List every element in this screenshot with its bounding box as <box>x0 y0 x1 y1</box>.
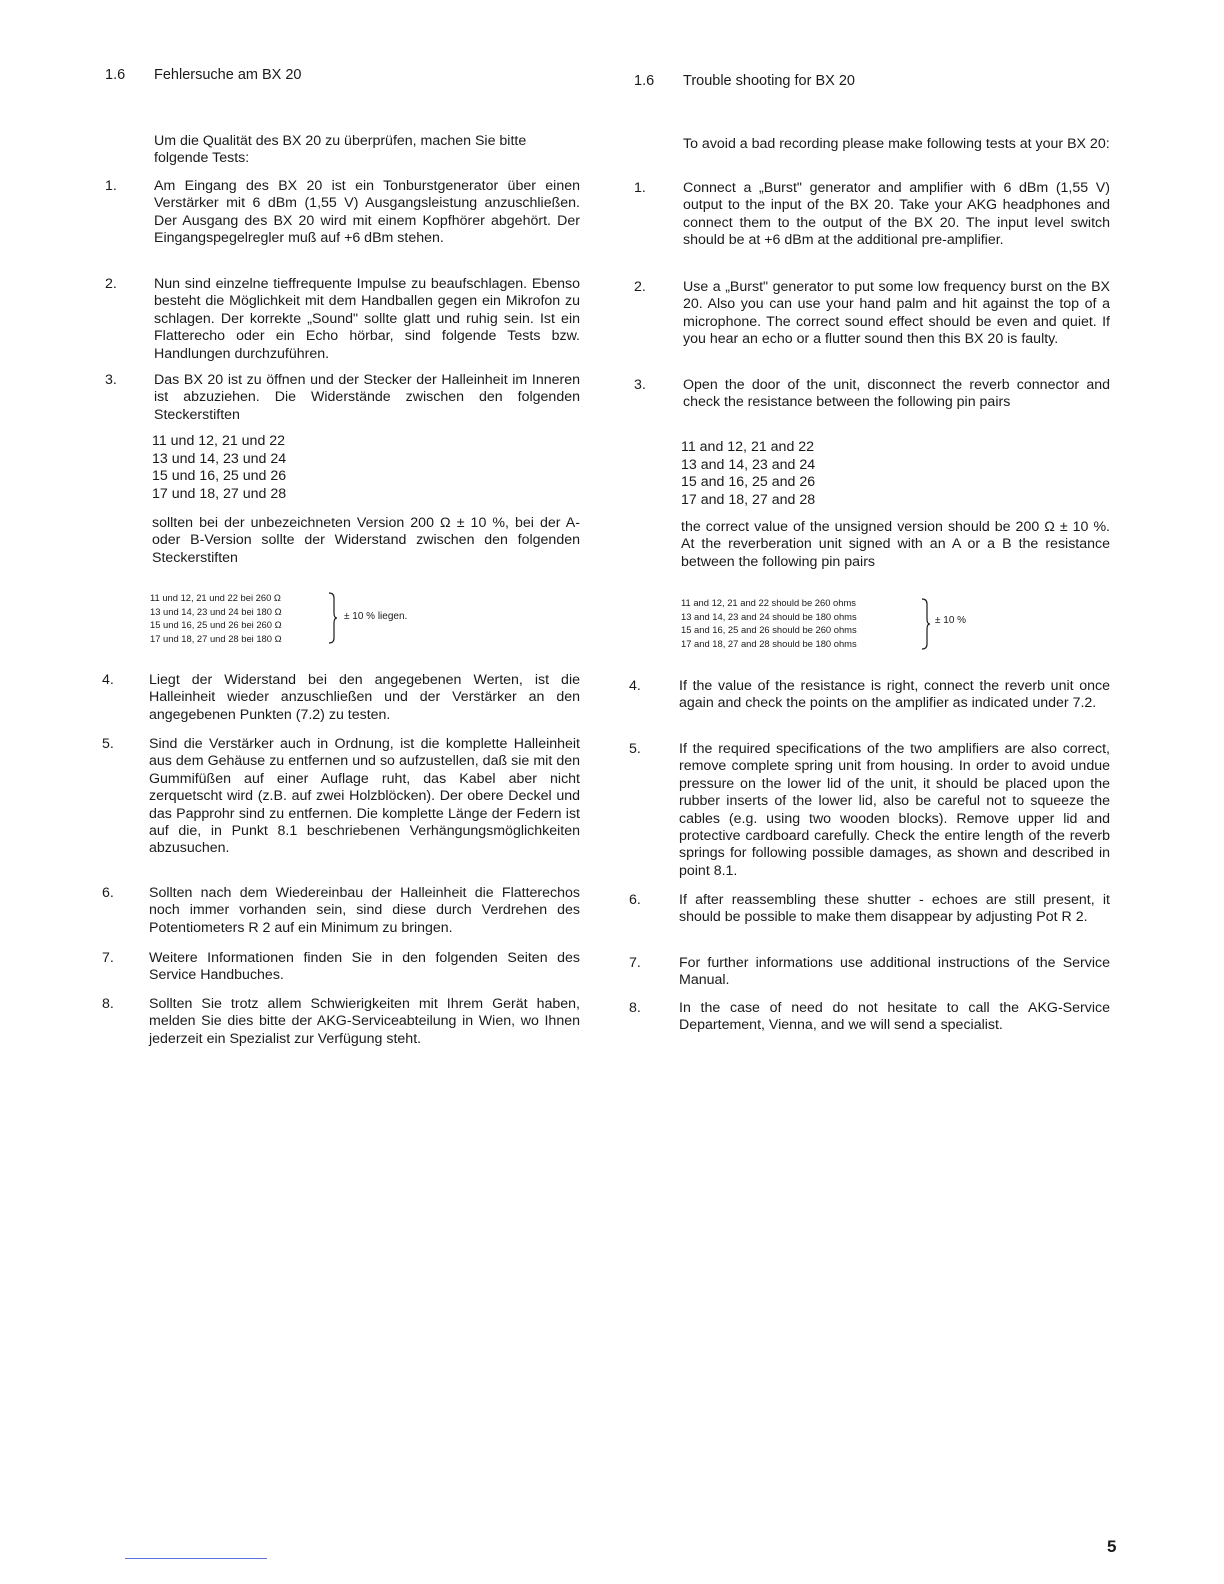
en-pin-row: 17 and 18, 27 and 28 <box>681 491 816 508</box>
de-section-number: 1.6 <box>105 67 126 83</box>
en-item-8-number: 8. <box>629 1000 641 1016</box>
de-item-4-number: 4. <box>102 672 114 688</box>
en-intro-text: To avoid a bad recording please make following tests at your BX 20: <box>683 136 1110 152</box>
en-after-pins-text: the correct value of the unsigned version should be 200 Ω ± 10 %. At the reverberation unit signed with an A or a B the resistance between the following pin pairs <box>681 519 1110 570</box>
en-item-5-number: 5. <box>629 741 641 757</box>
de-intro <box>154 133 580 168</box>
en-item-2-number: 2. <box>634 279 646 295</box>
de-item-7-number: 7. <box>102 950 114 966</box>
en-intro <box>683 136 1110 153</box>
en-item-6-number: 6. <box>629 892 641 908</box>
de-pin-row: 13 und 14, 23 und 24 <box>152 450 287 467</box>
page-number: 5 <box>1107 1537 1117 1556</box>
en-item-6-text: If after reassembling these shutter - echoes are still present, it should be possible to make them disappear by adjusting Pot R 2. <box>679 892 1110 926</box>
de-after-pins <box>152 515 580 567</box>
en-section-heading <box>634 73 855 89</box>
en-item-4-text: If the value of the resistance is right, connect the reverb unit once again and check the points on the amplifier as indicated under 7.2. <box>679 678 1110 712</box>
de-section-title: Fehlersuche am BX 20 <box>154 67 302 83</box>
de-item-3-text: Das BX 20 ist zu öffnen und der Stecker der Halleinheit im Inneren ist abzuziehen. Die Widerstände zwischen den folgenden Steckerstiften <box>154 372 580 423</box>
en-item-7-text: For further informations use additional instructions of the Service Manual. <box>679 955 1110 989</box>
de-item-2-number: 2. <box>105 276 117 292</box>
de-intro-text: Um die Qualität des BX 20 zu überprüfen, machen Sie bitte folgende Tests: <box>154 133 527 167</box>
de-item-4-text: Liegt der Widerstand bei den angegebenen Werten, ist die Halleinheit wieder anzuschließen und der Verstärker an den angegebenen Punkten (7.2) zu testen. <box>149 672 580 723</box>
de-small-pin-row: 11 und 12, 21 und 22 bei 260 Ω <box>150 592 281 603</box>
en-pin-list <box>681 439 815 509</box>
de-pin-row: 15 und 16, 25 und 26 <box>152 468 287 485</box>
en-pin-row: 11 and 12, 21 and 22 <box>681 439 815 455</box>
en-small-pin-row: 13 and 14, 23 and 24 should be 180 ohms <box>681 610 857 622</box>
de-small-pin-row: 17 und 18, 27 und 28 bei 180 Ω <box>150 632 282 644</box>
de-item-8-text: Sollten Sie trotz allem Schwierigkeiten mit Ihrem Gerät haben, melden Sie dies bitte der AKG-Serviceabteilung in Wien, wo Ihnen jederzeit ein Spezialist zur Verfügung steht. <box>149 996 580 1047</box>
de-item-2-text: Nun sind einzelne tieffrequente Impulse zu beaufschlagen. Ebenso besteht die Möglichkeit mit dem Handballen gegen ein Mikrofon zu schlagen. Der korrekte „Sound" sollte glatt und ruhig sein. Ist ein Flatterecho oder ein Echo hörbar, sind folgende Tests bzw. Handlungen durchzuführen. <box>154 276 580 362</box>
de-brace-icon <box>328 592 338 644</box>
de-after-pins-text: sollten bei der unbezeichneten Version 200 Ω ± 10 %, bei der A- oder B-Version sollte der Widerstand zwischen den folgenden Steckerstiften <box>152 515 580 566</box>
footer-rule <box>125 1558 267 1559</box>
de-small-pin-row: 13 und 14, 23 und 24 bei 180 Ω <box>150 605 282 617</box>
de-pin-row: 17 und 18, 27 und 28 <box>152 485 287 502</box>
en-pin-row: 13 and 14, 23 and 24 <box>681 456 816 473</box>
de-item-8-number: 8. <box>102 996 114 1012</box>
de-small-pin-row: 15 und 16, 25 und 26 bei 260 Ω <box>150 619 282 631</box>
de-item-5-text: Sind die Verstärker auch in Ordnung, ist die komplette Halleinheit aus dem Gehäuse zu entfernen und so aufzustellen, daß sie mit den Gummifüßen auf einer Auflage ruht, das Kabel aber nicht zerquetscht wird (z.B. auf zwei Holzblöcken). Der obere Deckel und das Papprohr sind zu entfernen. Die komplette Länge der Federn ist auf die, in Punkt 8.1 beschriebenen Verhängungsmöglichkeiten abzusuchen. <box>149 736 580 857</box>
de-section-heading <box>105 67 302 83</box>
en-item-1-text: Connect a „Burst" generator and amplifier with 6 dBm (1,55 V) output to the input of the BX 20. Take your AKG headphones and connect them to the output of the BX 20. The input level switch should be at +6 dBm at the additional pre-amplifier. <box>683 180 1110 249</box>
en-item-2-text: Use a „Burst" generator to put some low frequency burst on the BX 20. Also you can use your hand palm and hit against the top of a microphone. The correct sound effect should be even and quiet. If you hear an echo or a flutter sound then this BX 20 is faulty. <box>683 279 1110 348</box>
de-tolerance: ± 10 % liegen. <box>344 611 408 622</box>
en-small-pin-list <box>681 596 857 650</box>
de-item-1-text: Am Eingang des BX 20 ist ein Tonburstgenerator über einen Verstärker mit 6 dBm (1,55 V) Ausgangsleistung anzuschließen. Der Ausgang des BX 20 wird mit einem Kopfhörer abgehört. Der Eingangspegelregler muß auf +6 dBm stehen. <box>154 178 580 247</box>
de-item-7-text: Weitere Informationen finden Sie in den folgenden Seiten des Service Handbuches. <box>149 950 580 984</box>
de-small-pin-list <box>150 591 282 645</box>
de-item-3-number: 3. <box>105 372 117 388</box>
en-brace-icon <box>921 598 931 650</box>
de-item-1-number: 1. <box>105 178 117 194</box>
en-item-4-number: 4. <box>629 678 641 694</box>
en-small-pin-row: 17 and 18, 27 and 28 should be 180 ohms <box>681 637 857 649</box>
de-item-5-number: 5. <box>102 736 114 752</box>
en-section-title: Trouble shooting for BX 20 <box>683 73 855 89</box>
de-pin-list <box>152 433 286 503</box>
de-item-6-number: 6. <box>102 885 114 901</box>
de-pin-row: 11 und 12, 21 und 22 <box>152 433 286 449</box>
en-item-7-number: 7. <box>629 955 641 971</box>
de-item-6-text: Sollten nach dem Wiedereinbau der Halleinheit die Flatterechos noch immer vorhanden sein, sind diese durch Verdrehen des Potentiometers R 2 auf ein Minimum zu bringen. <box>149 885 580 936</box>
en-item-3-text: Open the door of the unit, disconnect the reverb connector and check the resistance between the following pin pairs <box>683 377 1110 411</box>
en-item-5-text: If the required specifications of the two amplifiers are also correct, remove complete spring unit from housing. In order to avoid undue pressure on the lower lid of the unit, it should be placed upon the rubber inserts of the lower lid, also be careful not to squeeze the cables (e.g. using two wooden blocks). Remove upper lid and protective cardboard carefully. Check the entire length of the reverb springs for following possible damages, as shown and described in point 8.1. <box>679 741 1110 879</box>
en-item-1-number: 1. <box>634 180 646 196</box>
en-section-number: 1.6 <box>634 73 655 89</box>
en-tolerance: ± 10 % <box>935 615 967 626</box>
en-after-pins <box>681 519 1110 571</box>
en-item-3-number: 3. <box>634 377 646 393</box>
en-pin-row: 15 and 16, 25 and 26 <box>681 474 816 491</box>
en-item-8-text: In the case of need do not hesitate to call the AKG-Service Departement, Vienna, and we will send a specialist. <box>679 1000 1110 1034</box>
en-small-pin-row: 11 and 12, 21 and 22 should be 260 ohms <box>681 597 856 608</box>
en-small-pin-row: 15 and 16, 25 and 26 should be 260 ohms <box>681 624 857 636</box>
